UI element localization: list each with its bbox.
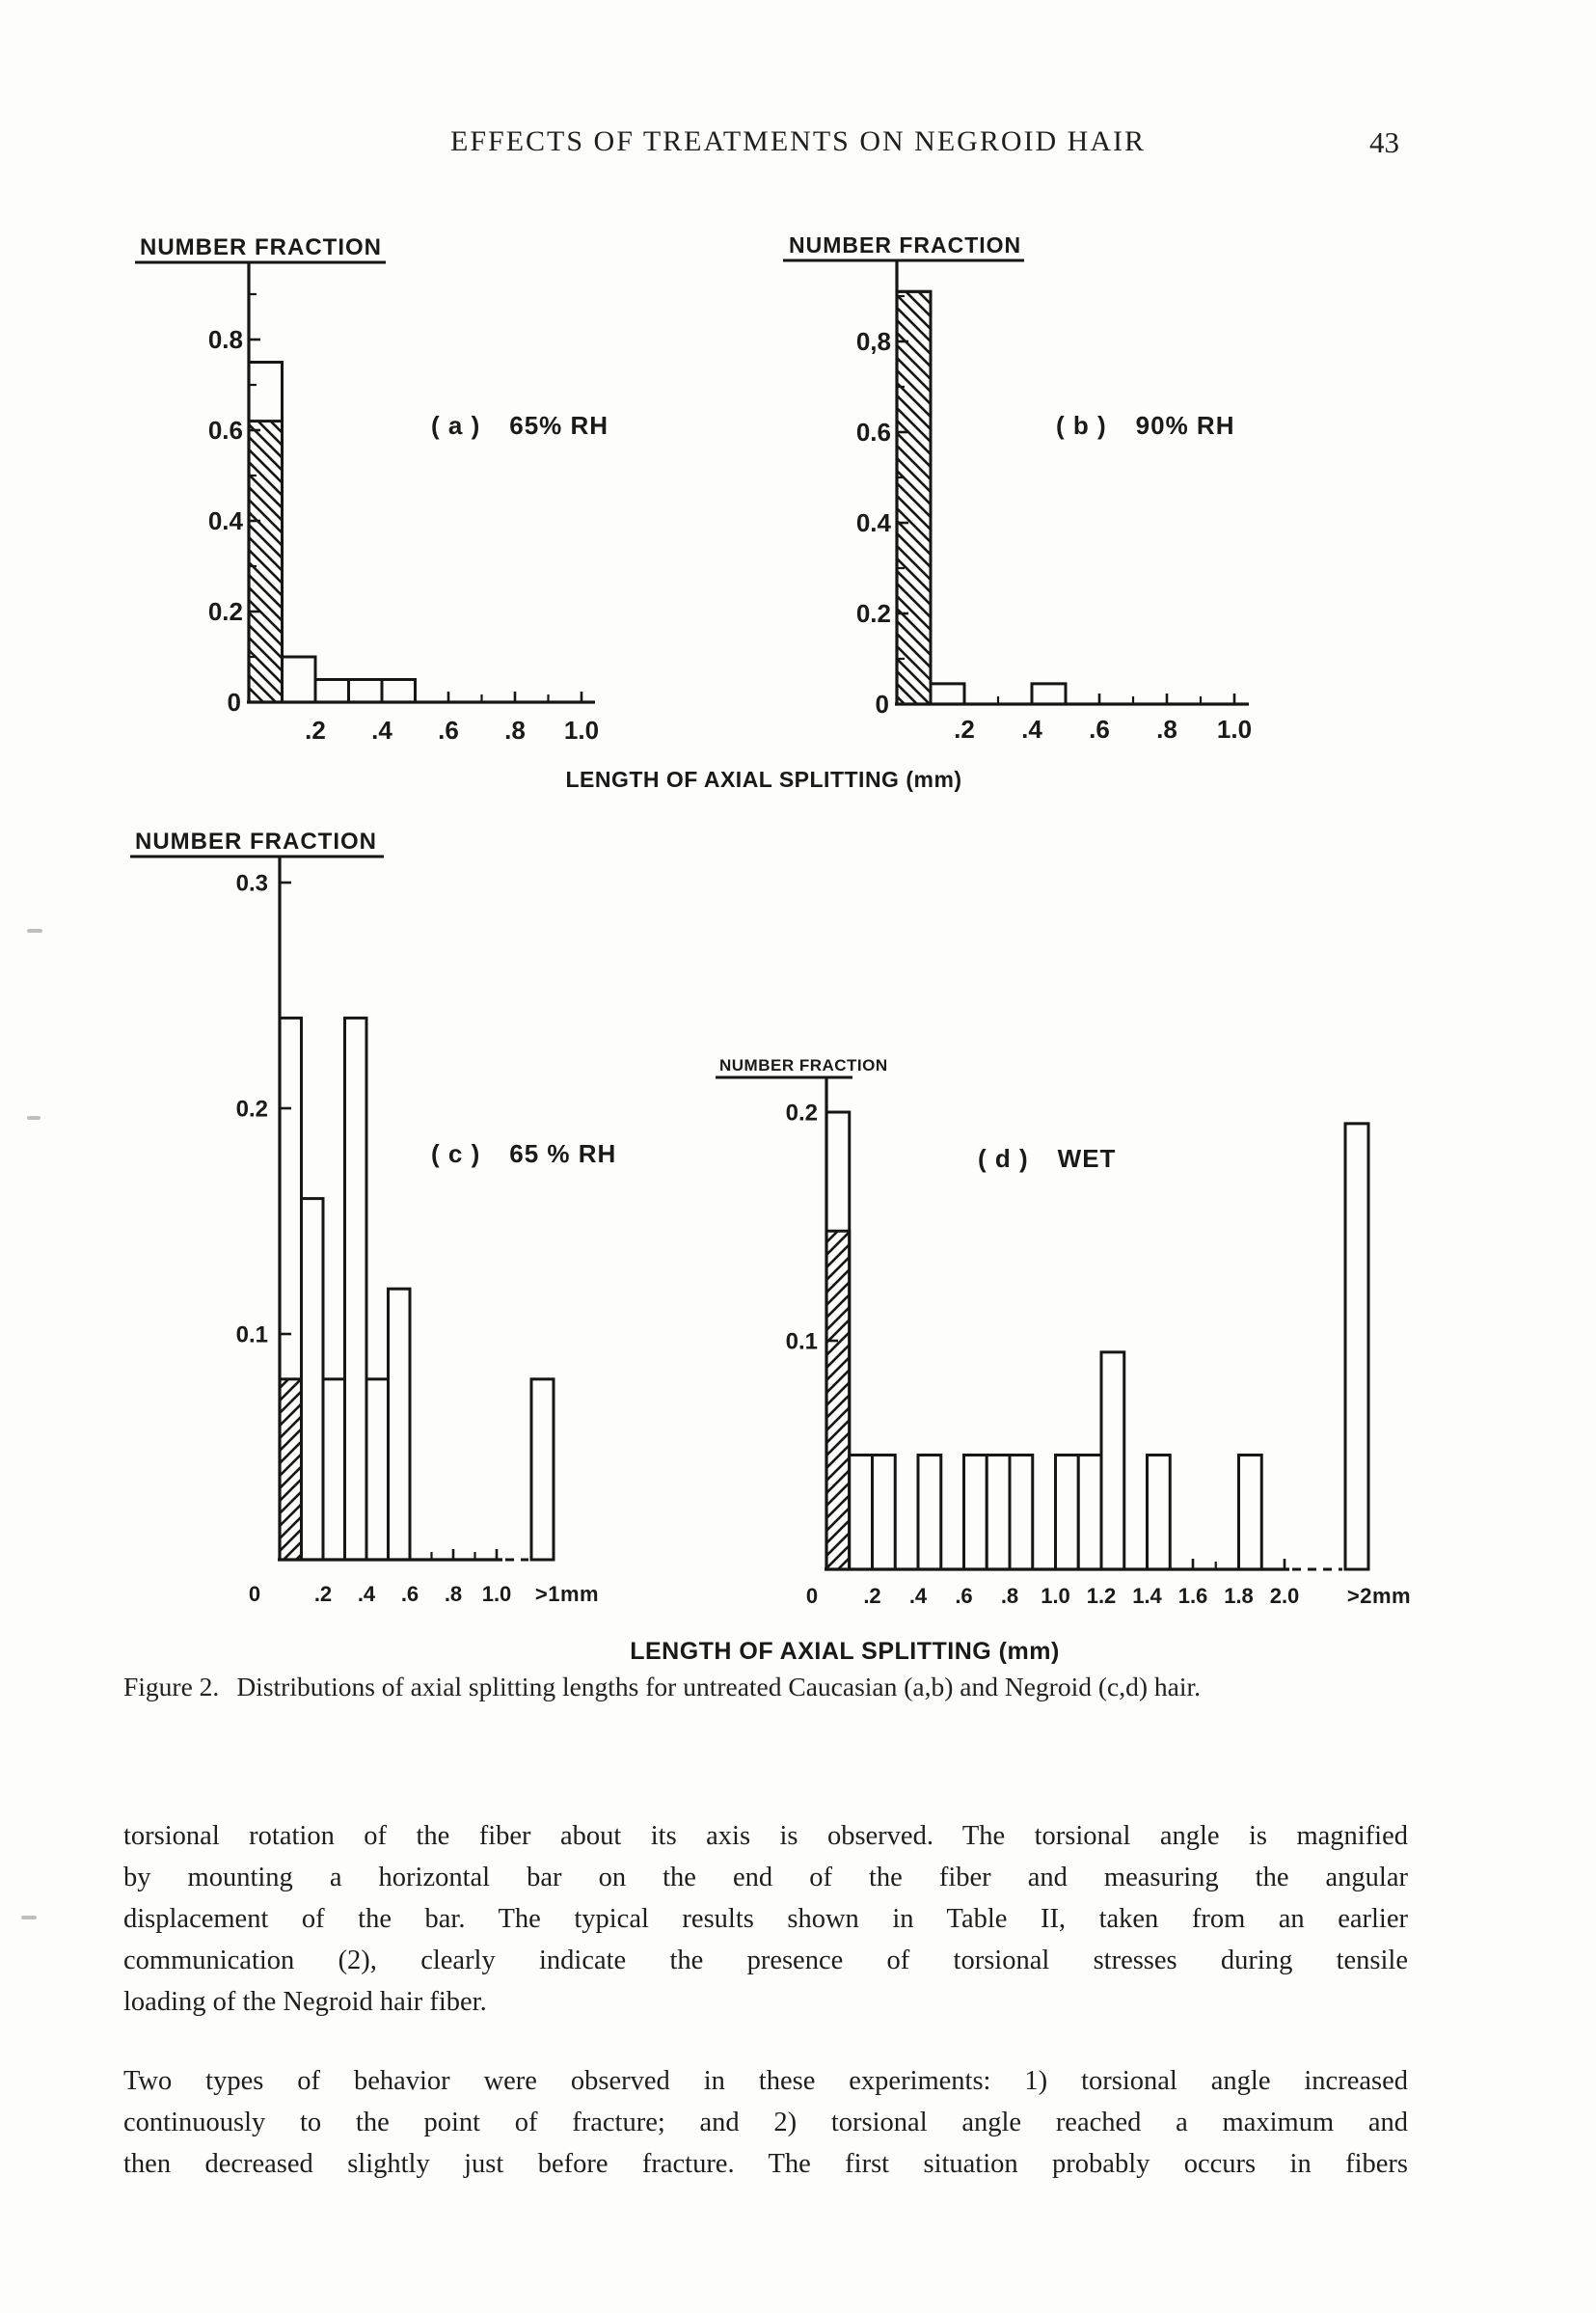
- chart-c-panel-annotation: ( c ) 65 % RH: [431, 1139, 617, 1168]
- chart-c-origin-label: 0: [248, 1582, 261, 1606]
- chart-c-bar: [389, 1289, 411, 1560]
- chart-c-y-tick-label: 0.1: [235, 1321, 268, 1348]
- chart-d-x-tick-label: .2: [863, 1584, 881, 1608]
- chart-d-bar: [964, 1456, 987, 1570]
- chart-d-bar: [1101, 1352, 1124, 1569]
- body-line: then decreased slightly just before fracture. The first situation probably occurs in fibers: [123, 2149, 1408, 2179]
- chart-d-panel-annotation: ( d ) WET: [978, 1144, 1117, 1173]
- chart-d-y-tick-label: 0.2: [785, 1100, 818, 1127]
- chart-a-y-tick-label: 0.2: [207, 597, 243, 627]
- chart-d-y-tick-label: 0.1: [785, 1328, 818, 1355]
- scan-artifact-mark: [27, 929, 42, 933]
- chart-b-bar: [931, 684, 964, 704]
- chart-d-bar-hatched: [826, 1231, 850, 1569]
- figure-caption-label: Figure 2.: [123, 1672, 220, 1701]
- chart-d-outlier-bar: [1345, 1124, 1368, 1569]
- figure-caption-text: Distributions of axial splitting lengths for untreated Caucasian (a,b) and Negroid (c,d) hair.: [236, 1672, 1201, 1701]
- chart-d-x-tick-label: 1.6: [1177, 1584, 1208, 1608]
- chart-b-x-tick-label: .6: [1089, 715, 1110, 744]
- chart-d-x-tick-label: 2.0: [1269, 1584, 1300, 1608]
- chart-a-x-tick-label: .2: [305, 716, 326, 745]
- chart-d-x-tick-label: .4: [908, 1584, 928, 1608]
- chart-d-x-tick-label: 1.4: [1132, 1584, 1162, 1608]
- chart-d-bar: [1239, 1456, 1262, 1570]
- chart-a-bar: [315, 680, 349, 703]
- chart-b-origin-label: 0: [875, 690, 889, 719]
- chart-a-origin-label: 0: [227, 688, 241, 717]
- chart-a-x-tick-label: .8: [504, 716, 526, 745]
- chart-a-y-tick-label: 0.8: [207, 325, 243, 355]
- chart-d-bar: [918, 1456, 941, 1570]
- x-axis-label-top: LENGTH OF AXIAL SPLITTING (mm): [565, 767, 962, 792]
- chart-d-outlier-label: >2mm: [1346, 1584, 1412, 1608]
- body-line: Two types of behavior were observed in these experiments: 1) torsional angle increased: [123, 2066, 1408, 2096]
- chart-c-bar: [323, 1379, 345, 1560]
- body-line: torsional rotation of the fiber about its axis is observed. The torsional angle is magnified: [123, 1821, 1408, 1851]
- chart-a-bar-hatched: [249, 422, 283, 702]
- chart-b-panel-annotation: ( b ) 90% RH: [1056, 411, 1235, 440]
- chart-d-x-tick-label: 1.2: [1086, 1584, 1117, 1608]
- chart-a-y-tick-label: 0.4: [207, 506, 243, 536]
- chart-b-x-tick-label: .8: [1156, 715, 1177, 744]
- chart-d-title: NUMBER FRACTION: [719, 1056, 888, 1075]
- chart-d-origin-label: 0: [805, 1584, 819, 1608]
- chart-c-title: NUMBER FRACTION: [135, 829, 377, 855]
- chart-a-panel-annotation: ( a ) 65% RH: [431, 411, 609, 440]
- chart-c-bar: [366, 1379, 389, 1560]
- chart-c-y-tick-label: 0.2: [235, 1096, 268, 1123]
- page-number: 43: [1369, 125, 1399, 159]
- chart-b-bar: [1032, 684, 1066, 704]
- chart-b-y-tick-label: 0.4: [855, 508, 891, 538]
- chart-c-x-tick-label: .4: [357, 1582, 376, 1606]
- scan-artifact-mark: [27, 1116, 41, 1120]
- chart-b: [783, 232, 1252, 744]
- chart-d-bar: [1010, 1456, 1033, 1570]
- chart-c-x-tick-label: .2: [313, 1582, 333, 1606]
- chart-b-title: NUMBER FRACTION: [789, 232, 1022, 258]
- chart-d-bar: [873, 1456, 896, 1570]
- chart-b-y-tick-label: 0.6: [855, 418, 891, 448]
- chart-a-title: NUMBER FRACTION: [140, 234, 382, 260]
- chart-b-x-tick-label: .4: [1021, 715, 1042, 744]
- chart-d-x-tick-label: .6: [955, 1584, 973, 1608]
- body-line: loading of the Negroid hair fiber.: [123, 1987, 487, 2017]
- chart-b-x-tick-label: 1.0: [1216, 715, 1253, 744]
- chart-d-x-tick-label: 1.0: [1041, 1584, 1070, 1608]
- chart-d-bar: [1078, 1456, 1101, 1570]
- chart-b-y-tick-label: 0.2: [855, 599, 891, 629]
- chart-c-outlier-label: >1mm: [534, 1582, 600, 1606]
- chart-a-x-tick-label: .6: [438, 716, 459, 745]
- chart-a-y-tick-label: 0.6: [207, 416, 243, 446]
- body-line: by mounting a horizontal bar on the end of the fiber and measuring the angular: [123, 1863, 1408, 1892]
- chart-d: [716, 1056, 1411, 1608]
- chart-b-y-tick-label: 0,8: [855, 327, 891, 357]
- chart-a-bar: [349, 680, 383, 703]
- chart-a-bar: [382, 680, 416, 703]
- chart-c-outlier-bar: [531, 1379, 554, 1560]
- figure-caption: [123, 1672, 1416, 1702]
- chart-d-bar: [850, 1456, 873, 1570]
- page-header-title: EFFECTS OF TREATMENTS ON NEGROID HAIR: [450, 125, 1146, 157]
- chart-d-x-tick-label: .8: [1000, 1584, 1019, 1608]
- body-line: continuously to the point of fracture; and 2) torsional angle reached a maximum and: [123, 2108, 1408, 2137]
- chart-c-bar-hatched: [280, 1379, 302, 1560]
- chart-d-bar: [1056, 1456, 1079, 1570]
- chart-c-bar: [345, 1018, 367, 1560]
- scan-artifact-mark: [21, 1916, 37, 1919]
- chart-a-x-tick-label: .4: [371, 716, 392, 745]
- chart-d-bar: [1148, 1456, 1171, 1570]
- body-line: communication (2), clearly indicate the presence of torsional stresses during tensile: [123, 1946, 1408, 1975]
- chart-c-x-tick-label: 1.0: [481, 1582, 512, 1606]
- chart-c-x-tick-label: .8: [444, 1582, 463, 1606]
- x-axis-label-bottom: LENGTH OF AXIAL SPLITTING (mm): [630, 1638, 1060, 1665]
- chart-b-x-tick-label: .2: [954, 715, 975, 744]
- chart-c-bar: [302, 1199, 324, 1560]
- chart-a-bar: [283, 657, 316, 702]
- chart-d-bar: [987, 1456, 1010, 1570]
- body-line: displacement of the bar. The typical results shown in Table II, taken from an earlier: [123, 1904, 1408, 1934]
- chart-d-x-tick-label: 1.8: [1224, 1584, 1254, 1608]
- chart-a-x-tick-label: 1.0: [563, 716, 600, 745]
- chart-b-bar-hatched: [897, 291, 931, 704]
- chart-a: [135, 234, 609, 745]
- chart-c-x-tick-label: .6: [400, 1582, 419, 1606]
- chart-c-y-tick-label: 0.3: [235, 870, 268, 897]
- chart-c: [130, 829, 616, 1606]
